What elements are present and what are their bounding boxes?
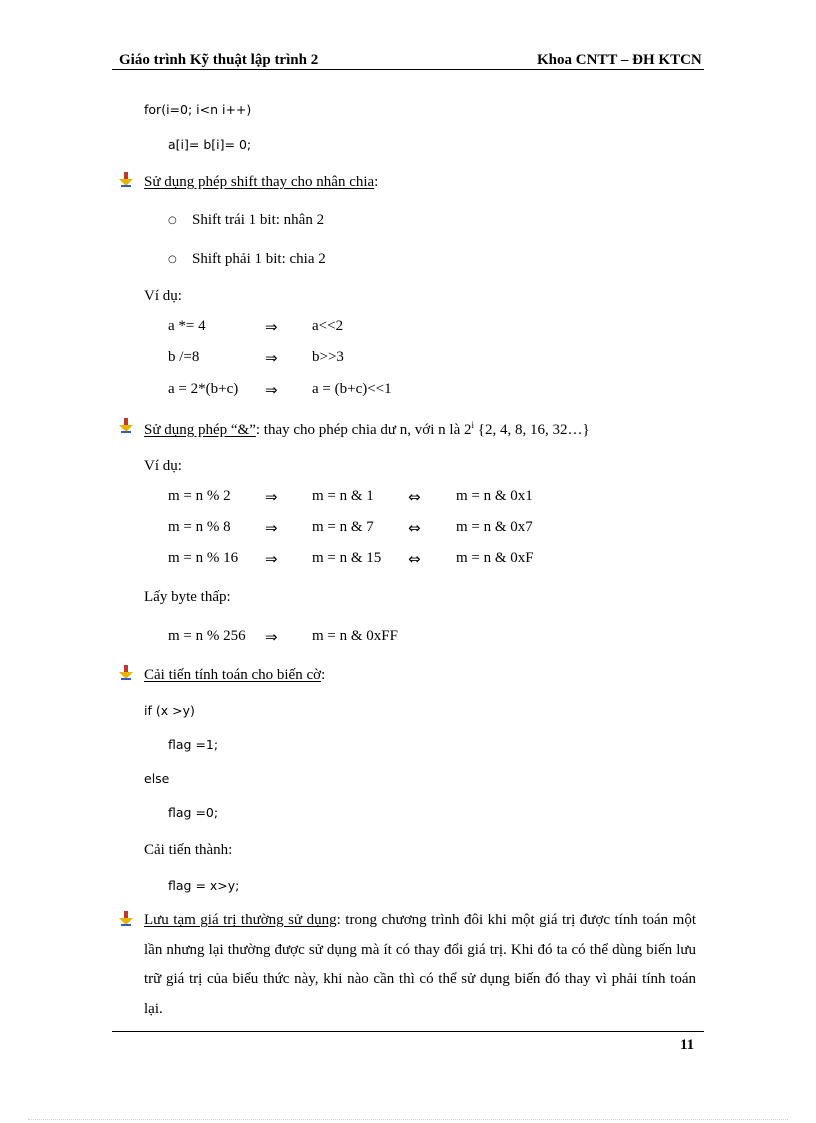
expr-left: a *= 4: [168, 318, 206, 334]
arrow-bullet-icon: [118, 664, 134, 680]
code-line: flag = x>y;: [168, 878, 240, 893]
code-line: flag =1;: [168, 737, 219, 752]
code-line: else: [144, 771, 170, 786]
header-rule: [112, 69, 704, 70]
expr-mod: m = n % 16: [168, 550, 239, 566]
expr-mod: m = n % 8: [168, 519, 231, 535]
expr-left: b /=8: [168, 349, 200, 365]
implies-arrow-icon: ⇒: [265, 550, 278, 568]
expr-and: m = n & 15: [312, 550, 382, 566]
expr-right: b>>3: [312, 349, 344, 365]
circle-bullet-icon: ○: [168, 215, 177, 226]
arrow-bullet-icon: [118, 171, 134, 187]
equivalent-arrow-icon: ⇔: [408, 550, 421, 568]
expr-mod: m = n % 2: [168, 488, 231, 504]
expr-and: m = n & 7: [312, 519, 374, 535]
list-item: Shift phải 1 bit: chia 2: [192, 251, 326, 267]
section-heading-and: Sử dụng phép “&”: thay cho phép chia dư n, với n là 2$^i$ {2, 4, 8, 16, 32…}: [144, 420, 590, 438]
expr-left: a = 2*(b+c): [168, 381, 239, 397]
implies-arrow-icon: ⇒: [265, 381, 278, 399]
implies-arrow-icon: ⇒: [265, 349, 278, 367]
header-title-right: Khoa CNTT – ĐH KTCN: [537, 52, 702, 68]
expr-mod: m = n % 256: [168, 628, 246, 644]
expr-right: a = (b+c)<<1: [312, 381, 392, 397]
footer-rule: [112, 1031, 704, 1032]
expr-hex: m = n & 0x1: [456, 488, 533, 504]
section-heading-shift: Sử dụng phép shift thay cho nhân chia:: [144, 174, 379, 190]
circle-bullet-icon: ○: [168, 254, 177, 265]
equivalent-arrow-icon: ⇔: [408, 519, 421, 537]
implies-arrow-icon: ⇒: [265, 628, 278, 646]
expr-hex: m = n & 0xF: [456, 550, 534, 566]
section-heading-flag: Cải tiến tính toán cho biến cờ:: [144, 667, 326, 683]
code-line: a[i]= b[i]= 0;: [168, 137, 252, 152]
code-line: flag =0;: [168, 805, 219, 820]
equivalent-arrow-icon: ⇔: [408, 488, 421, 506]
paragraph-cache: Lưu tạm giá trị thường sử dụng: trong chương trình đôi khi một giá trị được tính toán một lần nhưng lại thường được sử dụng mà ít có thay đổi giá trị. Khi đó ta có thể dùng biến lưu trữ giá trị của biểu thức này, khi nào cần thì có thể sử dụng biến đó thay vì phải tính toán lại.: [144, 912, 697, 1017]
implies-arrow-icon: ⇒: [265, 488, 278, 506]
expr-and: m = n & 0xFF: [312, 628, 398, 644]
expr-right: a<<2: [312, 318, 344, 334]
implies-arrow-icon: ⇒: [265, 519, 278, 537]
implies-arrow-icon: ⇒: [265, 318, 278, 336]
list-item: Shift trái 1 bit: nhân 2: [192, 212, 325, 228]
low-byte-label: Lấy byte thấp:: [144, 589, 231, 605]
expr-and: m = n & 1: [312, 488, 374, 504]
arrow-bullet-icon: [118, 910, 134, 926]
example-label: Ví dụ:: [144, 458, 182, 474]
page-edge-divider: [28, 1119, 788, 1120]
improved-label: Cải tiến thành:: [144, 842, 233, 858]
example-label: Ví dụ:: [144, 288, 182, 304]
code-line: for(i=0; i<n i++): [144, 102, 252, 117]
code-line: if (x >y): [144, 703, 195, 718]
expr-hex: m = n & 0x7: [456, 519, 533, 535]
page-number: 11: [680, 1037, 695, 1053]
arrow-bullet-icon: [118, 417, 134, 433]
header-title-left: Giáo trình Kỹ thuật lập trình 2: [119, 52, 319, 68]
